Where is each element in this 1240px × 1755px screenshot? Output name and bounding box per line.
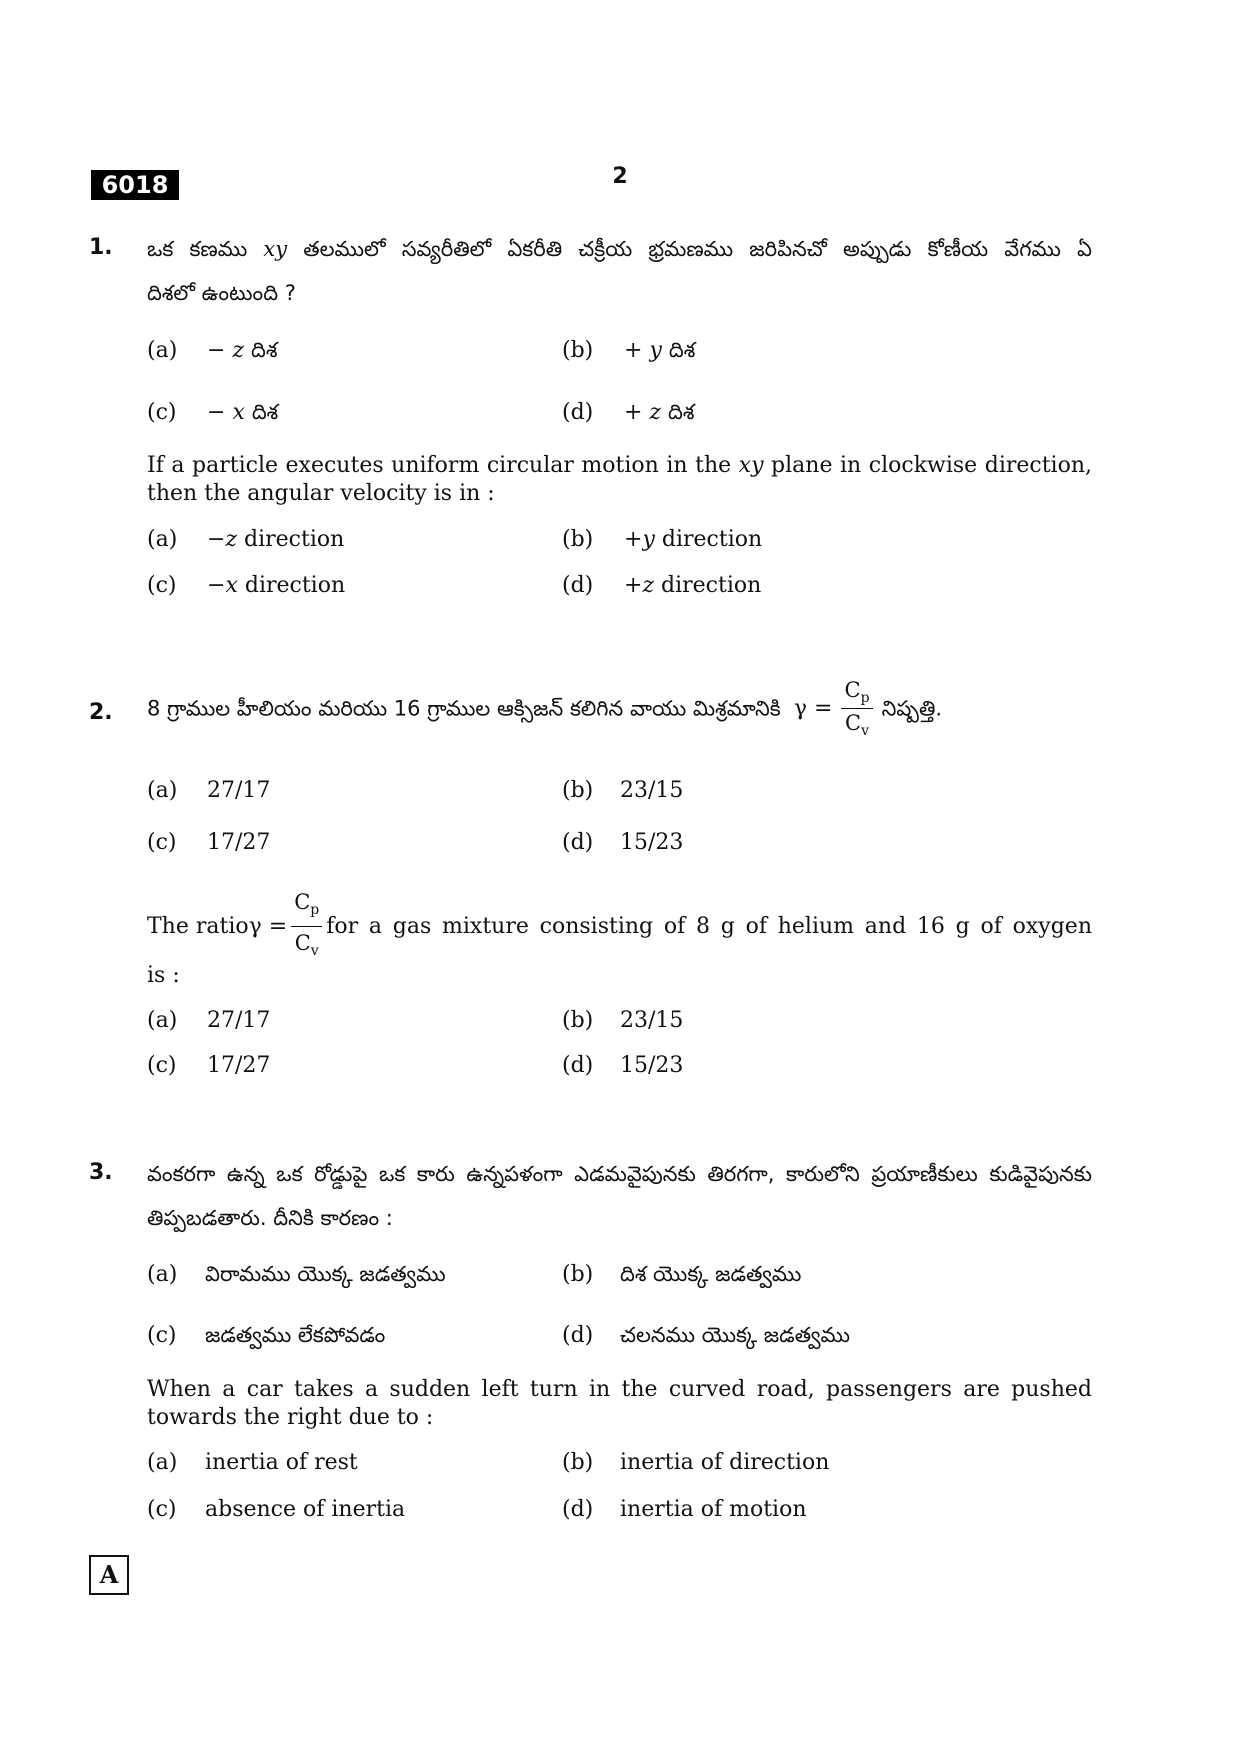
- q2-en-option-c[interactable]: (c) 17/27: [147, 1053, 271, 1078]
- q1-en-option-b[interactable]: (b) +y direction: [562, 527, 763, 552]
- page-number: 2: [612, 164, 628, 189]
- question-3-telugu-line2: తిప్పబడతారు. దీనికి కారణం :: [147, 1206, 393, 1230]
- q3-en-option-a[interactable]: (a) inertia of rest: [147, 1450, 358, 1475]
- q3-te-option-c[interactable]: (c) జడత్వము లేకపోవడం: [147, 1323, 386, 1348]
- gamma-fraction-te: $\frac{C_p}{C_v}$: [841, 678, 872, 739]
- question-2-english-line2: is :: [147, 963, 180, 988]
- question-3-telugu-line1: వంకరగా ఉన్న ఒక రోడ్డుపై ఒక కారు ఉన్నపళంగా ఎడమవైపునకు తిరగగా, కారులోని ప్రయాణీకులు కుడివైపునకు: [147, 1162, 1092, 1186]
- question-3-english-line1: When a car takes a sudden left turn in the curved road, passengers are pushed: [147, 1377, 1092, 1402]
- q1-en-option-c[interactable]: (c) −x direction: [147, 573, 346, 598]
- question-1-telugu-line1: ఒక కణము xy తలములో సవ్యరీతిలో ఏకరీతి చక్రీయ భ్రమణము జరిపినచో అప్పుడు కోణీయ వేగము ఏ: [147, 237, 1092, 261]
- q1-en-option-d[interactable]: (d) +z direction: [562, 573, 762, 598]
- gamma-fraction-en: $\frac{C_p}{C_v}$: [291, 888, 322, 965]
- question-1-number: 1.: [89, 235, 113, 260]
- q3-en-option-b[interactable]: (b) inertia of direction: [562, 1450, 830, 1475]
- q3-en-option-d[interactable]: (d) inertia of motion: [562, 1497, 807, 1522]
- question-1-english-line1: If a particle executes uniform circular motion in the xy plane in clockwise direction,: [147, 453, 1092, 478]
- question-1-telugu-line2: దిశలో ఉంటుంది ?: [147, 281, 296, 305]
- question-2-english-line1: The ratio γ = $\frac{C_p}{C_v}$ for a gas mixture consisting of 8 g of helium and 16 g of oxygen: [147, 888, 1092, 965]
- question-3-number: 3.: [89, 1160, 113, 1185]
- q2-te-option-a[interactable]: (a) 27/17: [147, 778, 271, 803]
- q2-te-option-c[interactable]: (c) 17/27: [147, 830, 271, 855]
- q3-te-option-a[interactable]: (a) విరామము యొక్క జడత్వము: [147, 1262, 446, 1287]
- booklet-code: 6018: [91, 170, 179, 200]
- q1-te-option-a[interactable]: (a) − z దిశ: [147, 338, 278, 363]
- q2-te-option-b[interactable]: (b) 23/15: [562, 778, 684, 803]
- q2-te-option-d[interactable]: (d) 15/23: [562, 830, 684, 855]
- q2-en-option-a[interactable]: (a) 27/17: [147, 1008, 271, 1033]
- set-code-box: A: [89, 1555, 129, 1595]
- question-2-number: 2.: [89, 700, 113, 725]
- q3-en-option-c[interactable]: (c) absence of inertia: [147, 1497, 406, 1522]
- q2-en-option-d[interactable]: (d) 15/23: [562, 1053, 684, 1078]
- question-1-english-line2: then the angular velocity is in :: [147, 481, 495, 506]
- q1-te-option-c[interactable]: (c) − x దిశ: [147, 400, 279, 425]
- question-2-telugu: 8 గ్రాముల హీలియం మరియు 16 గ్రాముల ఆక్సిజన్ కలిగిన వాయు మిశ్రమానికి γ = $\frac{C_p}{C_v}$ నిష్పత్తి.: [147, 678, 943, 740]
- q2-en-option-b[interactable]: (b) 23/15: [562, 1008, 684, 1033]
- q3-te-option-b[interactable]: (b) దిశ యొక్క జడత్వము: [562, 1262, 802, 1287]
- question-3-english-line2: towards the right due to :: [147, 1405, 434, 1430]
- q1-en-option-a[interactable]: (a) −z direction: [147, 527, 345, 552]
- q3-te-option-d[interactable]: (d) చలనము యొక్క జడత్వము: [562, 1323, 851, 1348]
- q1-te-option-b[interactable]: (b) + y దిశ: [562, 338, 696, 363]
- q1-te-option-d[interactable]: (d) + z దిశ: [562, 400, 695, 425]
